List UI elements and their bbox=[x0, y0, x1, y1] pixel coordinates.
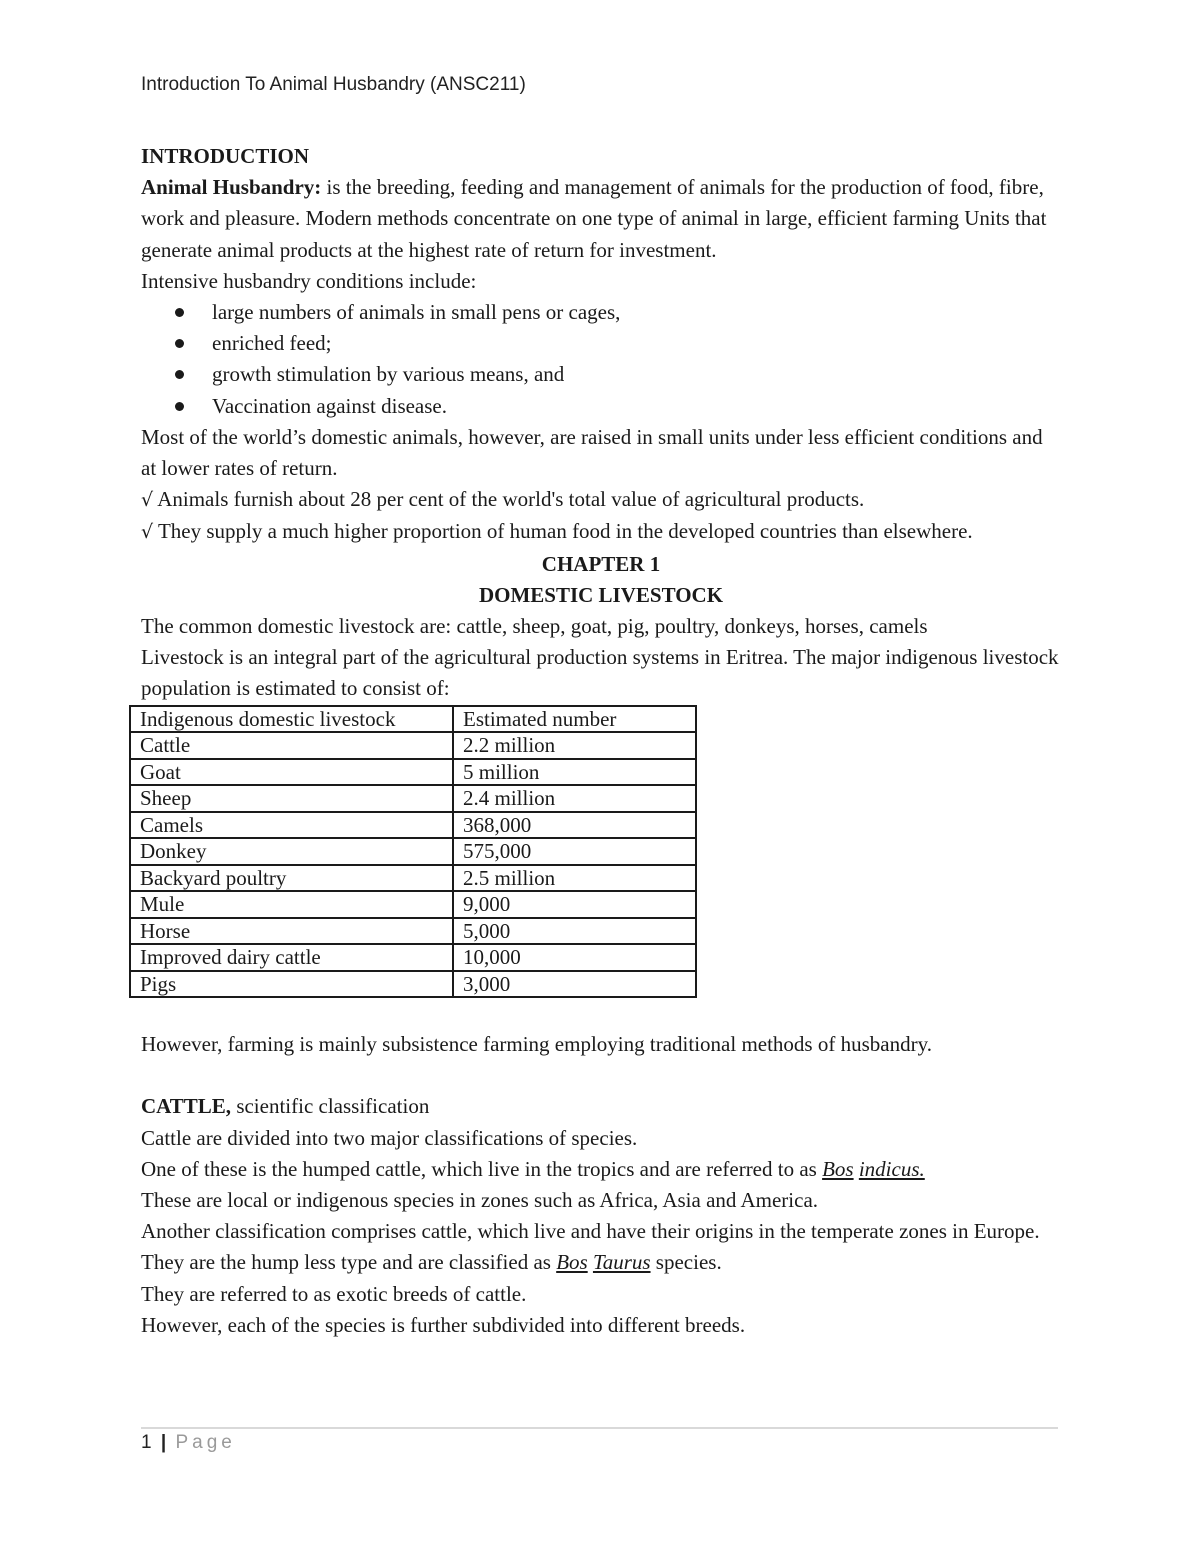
table-cell: Cattle bbox=[130, 732, 453, 759]
intro-heading: INTRODUCTION bbox=[141, 144, 310, 168]
table-cell: 3,000 bbox=[453, 971, 696, 998]
table-cell: Pigs bbox=[130, 971, 453, 998]
intensive-conditions-list bbox=[141, 297, 1061, 422]
document-header: Introduction To Animal Husbandry (ANSC211) bbox=[141, 74, 526, 95]
intensive-conditions-intro: Intensive husbandry conditions include: bbox=[141, 268, 477, 293]
table-cell: Goat bbox=[130, 759, 453, 786]
table-cell: Backyard poultry bbox=[130, 865, 453, 892]
check-point-2 bbox=[141, 516, 1061, 548]
table-cell: 9,000 bbox=[453, 891, 696, 918]
check-mark-icon: √ bbox=[141, 489, 154, 512]
table-row bbox=[130, 918, 696, 945]
spacer bbox=[141, 998, 1061, 1029]
table-cell: 2.2 million bbox=[453, 732, 696, 759]
table-row bbox=[130, 838, 696, 865]
intro-definition: is the breeding, feeding and management of animals for the production of food, fibre, work and pleasure. Modern methods concentrate on one type of animal in large, efficient farming Units that generate animal products at the highest rate of return for investment. bbox=[141, 175, 1047, 262]
livestock-list-paragraph: The common domestic livestock are: cattle, sheep, goat, pig, poultry, donkeys, horses, camels bbox=[141, 614, 928, 639]
cattle-line-6: However, each of the species is further subdivided into different breeds. bbox=[141, 1312, 746, 1337]
table-header-cell: Indigenous domestic livestock bbox=[130, 706, 453, 733]
table-row bbox=[130, 971, 696, 998]
page-footer bbox=[141, 1432, 236, 1454]
intro-paragraph bbox=[141, 172, 1061, 266]
table-cell: Sheep bbox=[130, 785, 453, 812]
cattle-heading bbox=[141, 1091, 1061, 1122]
cattle-line-4 bbox=[141, 1216, 1061, 1278]
chapter-number: CHAPTER 1 bbox=[541, 551, 661, 576]
footer-separator: | bbox=[160, 1432, 167, 1453]
bos-genus: Bos bbox=[822, 1156, 854, 1181]
table-row bbox=[130, 944, 696, 971]
cattle-heading-rest: scientific classification bbox=[231, 1094, 430, 1119]
table-cell: 5,000 bbox=[453, 918, 696, 945]
table-row bbox=[130, 759, 696, 786]
cattle-line-5: They are referred to as exotic breeds of cattle. bbox=[141, 1281, 527, 1306]
list-item: Vaccination against disease. bbox=[141, 391, 1061, 422]
table-cell: 575,000 bbox=[453, 838, 696, 865]
table-cell: Horse bbox=[130, 918, 453, 945]
domestic-animals-paragraph: Most of the world’s domestic animals, however, are raised in small units under less efficient conditions and at lower rates of return. bbox=[141, 424, 1043, 481]
bos-indicus-species: indicus. bbox=[858, 1156, 925, 1181]
table-cell: 368,000 bbox=[453, 812, 696, 839]
table-cell: Mule bbox=[130, 891, 453, 918]
bos-genus: Bos bbox=[556, 1250, 588, 1275]
table-cell: Improved dairy cattle bbox=[130, 944, 453, 971]
spacer bbox=[141, 1060, 1061, 1091]
table-cell: 5 million bbox=[453, 759, 696, 786]
table-cell: 2.5 million bbox=[453, 865, 696, 892]
chapter-title: DOMESTIC LIVESTOCK bbox=[478, 582, 724, 607]
table-cell: Donkey bbox=[130, 838, 453, 865]
check-text-1: Animals furnish about 28 per cent of the world's total value of agricultural products. bbox=[153, 487, 865, 512]
cattle-heading-bold: CATTLE, bbox=[141, 1094, 232, 1119]
table-row bbox=[130, 865, 696, 892]
page-number: 1 bbox=[141, 1432, 152, 1453]
list-item: enriched feed; bbox=[141, 328, 1061, 359]
page-label: Page bbox=[175, 1432, 236, 1453]
livestock-table bbox=[129, 705, 697, 999]
bos-taurus-species: Taurus bbox=[592, 1250, 651, 1275]
livestock-eritrea-paragraph: Livestock is an integral part of the agricultural production systems in Eritrea. The major indigenous livestock population is estimated to consist of: bbox=[141, 645, 1059, 701]
cattle-line-3: These are local or indigenous species in zones such as Africa, Asia and America. bbox=[141, 1187, 819, 1212]
table-cell: Camels bbox=[130, 812, 453, 839]
cattle-line-4-end: species. bbox=[650, 1250, 722, 1275]
table-header-row bbox=[130, 706, 696, 733]
cattle-line-2 bbox=[141, 1154, 1061, 1185]
table-row bbox=[130, 812, 696, 839]
cattle-line-2-text: One of these is the humped cattle, which live in the tropics and are referred to as bbox=[141, 1156, 823, 1181]
table-row bbox=[130, 891, 696, 918]
term-animal-husbandry: Animal Husbandry: bbox=[141, 175, 322, 200]
list-item: growth stimulation by various means, and bbox=[141, 359, 1061, 390]
table-row bbox=[130, 732, 696, 759]
footer-divider bbox=[141, 1427, 1058, 1429]
cattle-line-1: Cattle are divided into two major classifications of species. bbox=[141, 1125, 638, 1150]
cattle-line-4-text: Another classification comprises cattle, which live and have their origins in the temperate zones in Europe. They are the hump less type and are classified as bbox=[141, 1219, 1040, 1275]
table-cell: 10,000 bbox=[453, 944, 696, 971]
table-header-cell: Estimated number bbox=[453, 706, 696, 733]
table-cell: 2.4 million bbox=[453, 785, 696, 812]
check-point-1 bbox=[141, 484, 1061, 516]
subsistence-farming-paragraph: However, farming is mainly subsistence farming employing traditional methods of husbandry. bbox=[141, 1032, 932, 1057]
table-row bbox=[130, 785, 696, 812]
document-body bbox=[141, 141, 1061, 1341]
check-mark-icon: √ bbox=[141, 521, 154, 544]
list-item: large numbers of animals in small pens or cages, bbox=[141, 297, 1061, 328]
check-text-2: They supply a much higher proportion of human food in the developed countries than elsewhere. bbox=[153, 519, 973, 544]
